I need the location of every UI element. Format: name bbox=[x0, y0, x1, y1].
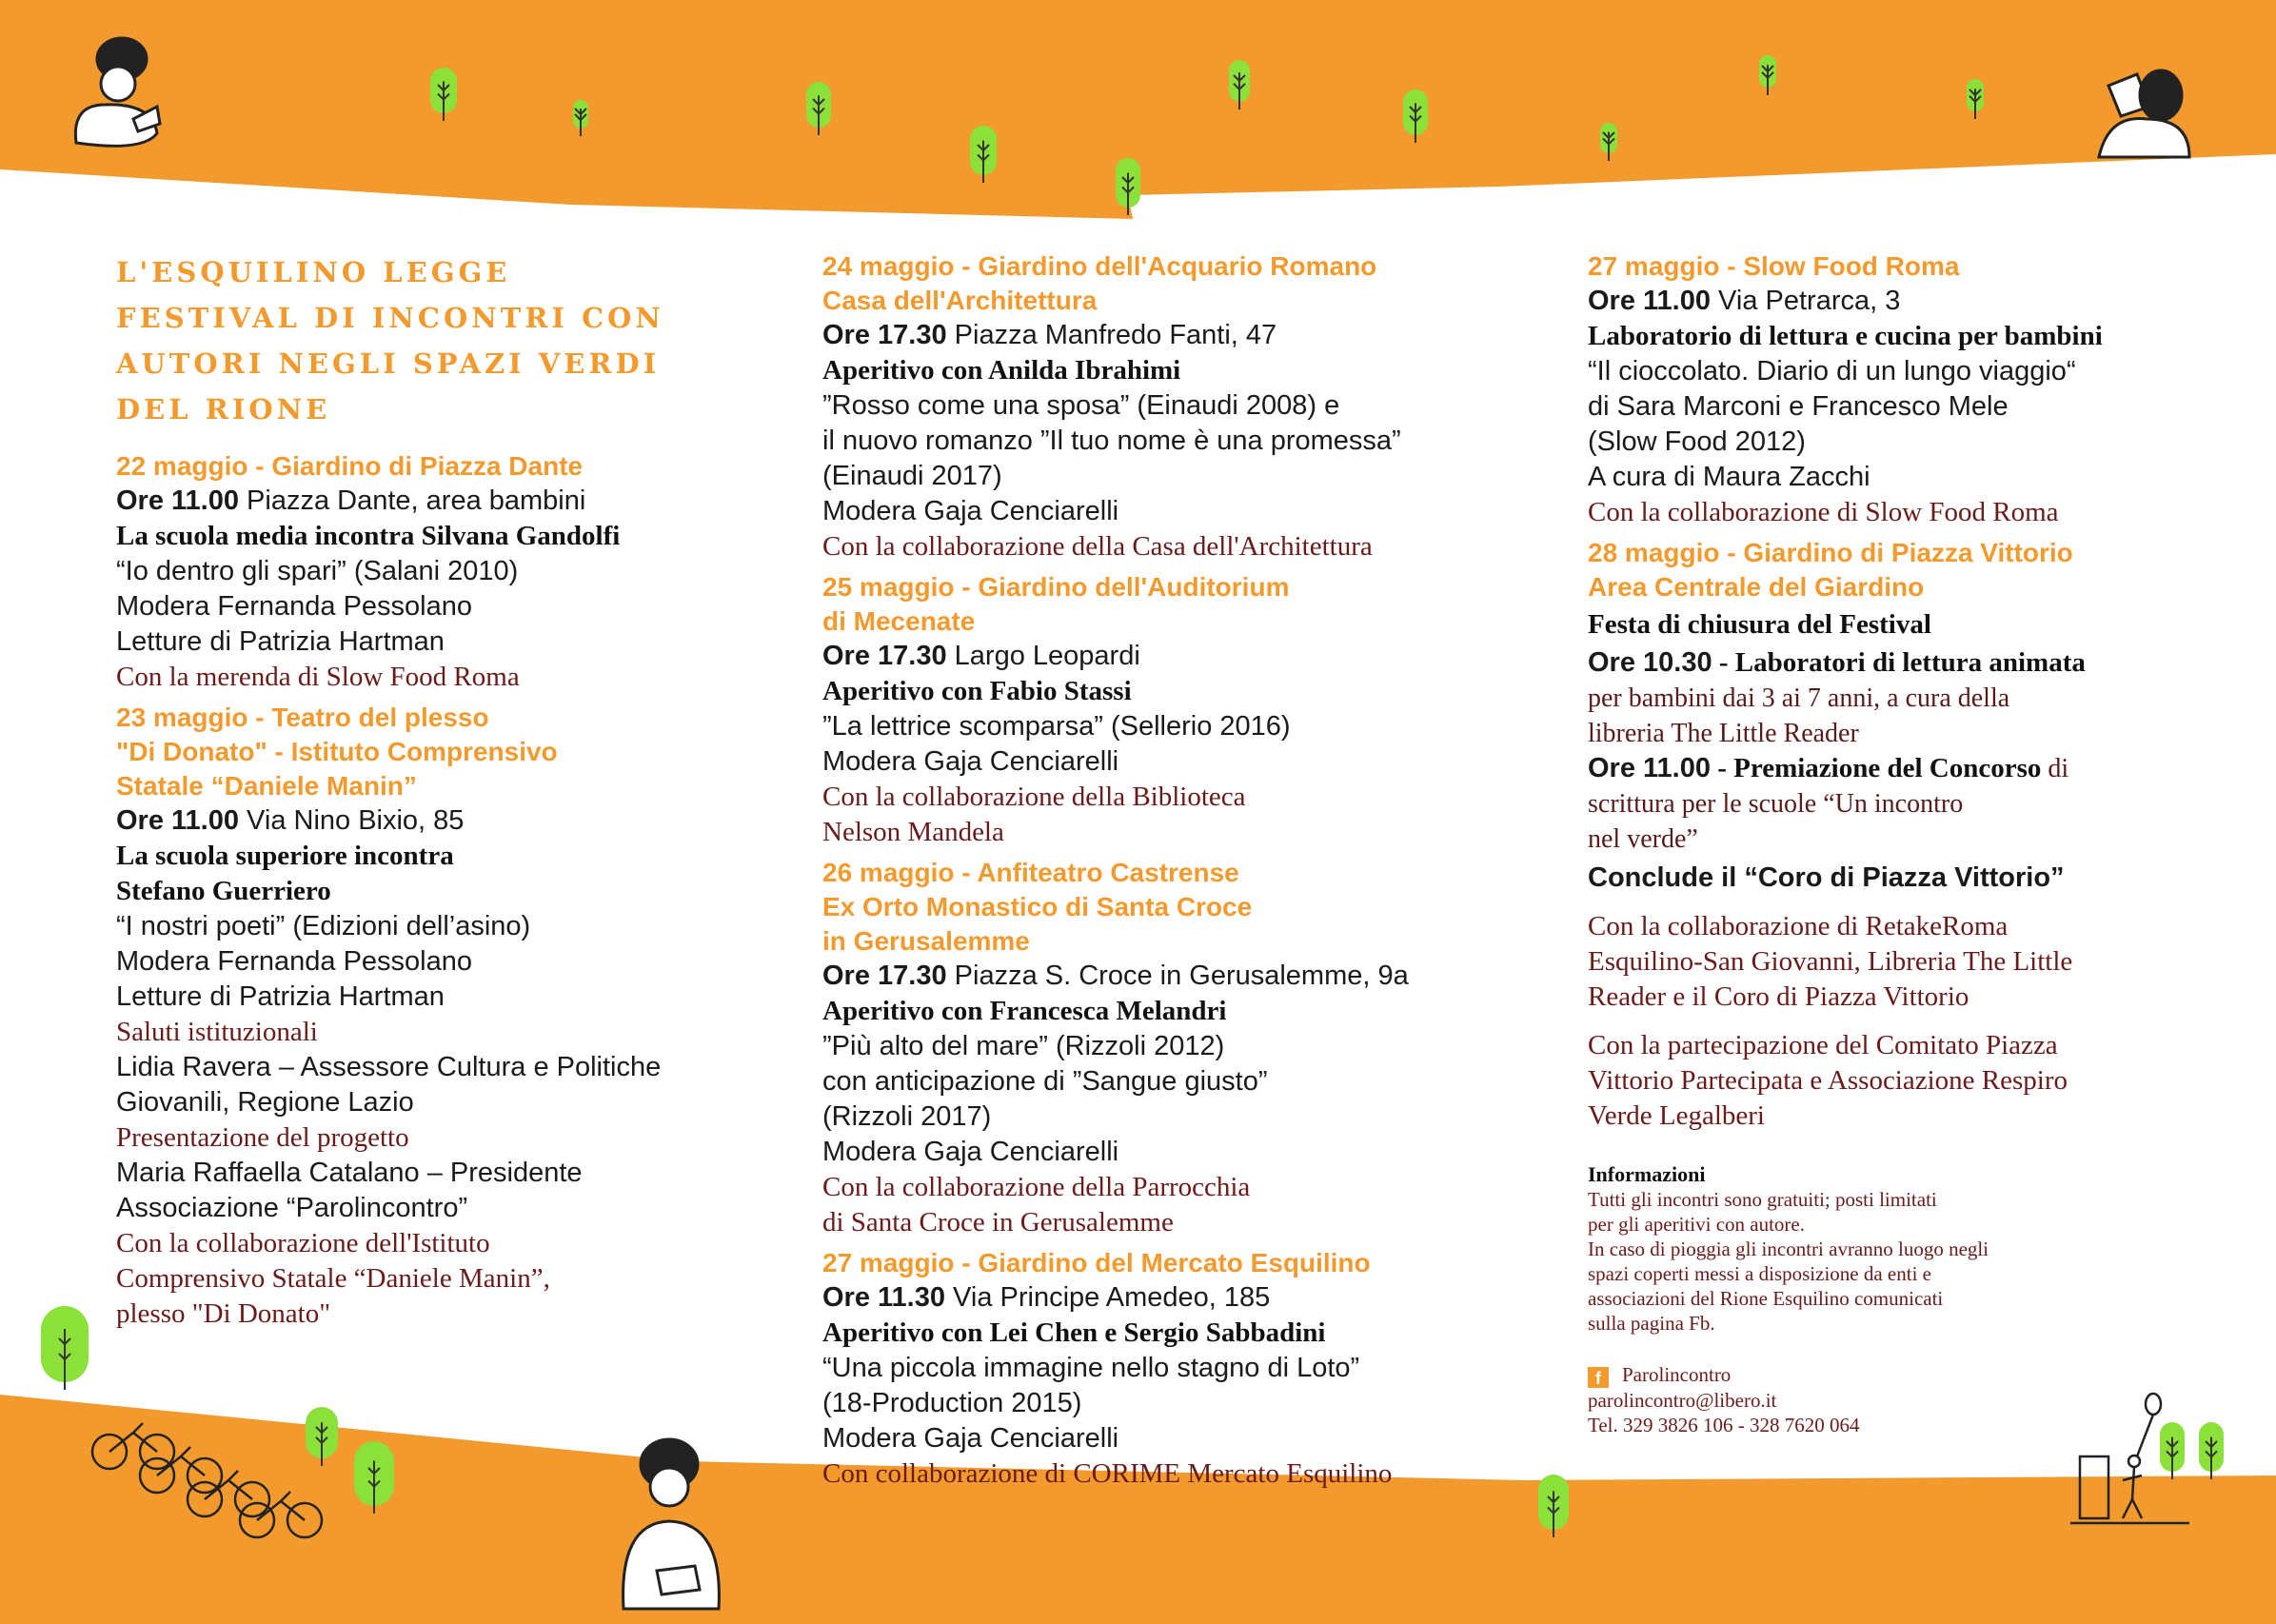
event-time: Ore 11.30 bbox=[822, 1282, 945, 1313]
event-24-maggio bbox=[822, 249, 1479, 564]
event-moderator: Modera Gaja Cenciarelli bbox=[822, 1423, 1119, 1454]
event-note: Reader e il Coro di Piazza Vittorio bbox=[1588, 981, 1969, 1012]
event-heading: "Di Donato" - Istituto Comprensivo bbox=[116, 737, 558, 766]
event-note: Esquilino-San Giovanni, Libreria The Little bbox=[1588, 946, 2073, 977]
event-time: Ore 17.30 bbox=[822, 961, 947, 991]
event-heading: 25 maggio - Giardino dell'Auditorium bbox=[822, 572, 1290, 602]
event-title: La scuola superiore incontra bbox=[116, 841, 454, 871]
event-place: Piazza Dante, area bambini bbox=[239, 485, 586, 516]
event-place: Largo Leopardi bbox=[946, 641, 1140, 671]
festival-title-line: DEL RIONE bbox=[116, 393, 331, 426]
spacer bbox=[1588, 1015, 2178, 1028]
event-28-maggio bbox=[1588, 536, 2178, 1134]
event-book: (Einaudi 2017) bbox=[822, 461, 1002, 491]
event-note: Con la collaborazione della Biblioteca bbox=[822, 782, 1246, 812]
event-person: Giovanili, Regione Lazio bbox=[116, 1087, 414, 1118]
event-time-place bbox=[822, 1280, 1479, 1316]
event-detail: per bambini dai 3 ai 7 anni, a cura della bbox=[1588, 683, 2010, 713]
event-time-place bbox=[822, 318, 1479, 353]
event-detail: di bbox=[2041, 754, 2069, 783]
info-line: Tutti gli incontri sono gratuiti; posti limitati bbox=[1588, 1188, 1937, 1211]
event-book: (Slow Food 2012) bbox=[1588, 426, 1806, 457]
event-book: “Il cioccolato. Diario di un lungo viaggio“ bbox=[1588, 356, 2076, 386]
event-title: Aperitivo con Francesca Melandri bbox=[822, 996, 1227, 1026]
event-note: Con collaborazione di CORIME Mercato Esquilino bbox=[822, 1458, 1393, 1489]
facebook-line[interactable] bbox=[1588, 1362, 2178, 1388]
event-heading: 23 maggio - Teatro del plesso bbox=[116, 703, 489, 732]
event-note: Presentazione del progetto bbox=[116, 1122, 409, 1153]
event-time: Ore 10.30 bbox=[1588, 647, 1712, 678]
event-book: ”Rosso come una sposa” (Einaudi 2008) e bbox=[822, 390, 1340, 421]
facebook-icon: f bbox=[1588, 1367, 1609, 1388]
event-person: Maria Raffaella Catalano – Presidente bbox=[116, 1158, 583, 1188]
event-activity: - Laboratori di lettura animata bbox=[1712, 647, 2086, 678]
event-time: Ore 11.00 bbox=[116, 485, 239, 516]
event-note: Con la collaborazione di RetakeRoma bbox=[1588, 911, 2009, 941]
event-place: Via Nino Bixio, 85 bbox=[239, 805, 465, 836]
event-time-place bbox=[822, 959, 1479, 994]
event-title: La scuola media incontra Silvana Gandolfi bbox=[116, 521, 621, 551]
event-note: Con la collaborazione della Casa dell'Architettura bbox=[822, 531, 1373, 562]
event-note: Con la collaborazione di Slow Food Roma bbox=[1588, 497, 2059, 527]
contact-email[interactable]: parolincontro@libero.it bbox=[1588, 1389, 1777, 1412]
event-detail: scrittura per le scuole “Un incontro bbox=[1588, 789, 1964, 819]
event-moderator: Modera Fernanda Pessolano bbox=[116, 591, 473, 622]
event-book: di Sara Marconi e Francesco Mele bbox=[1588, 391, 2009, 422]
event-heading: 27 maggio - Giardino del Mercato Esquilino bbox=[822, 1248, 1371, 1277]
event-note: Con la merenda di Slow Food Roma bbox=[116, 662, 520, 692]
event-detail: libreria The Little Reader bbox=[1588, 719, 1859, 748]
contact-section bbox=[1588, 1362, 2178, 1437]
event-moderator: Modera Fernanda Pessolano bbox=[116, 946, 473, 977]
info-title: Informazioni bbox=[1588, 1162, 1706, 1186]
event-title: Stefano Guerriero bbox=[116, 876, 331, 906]
contact-phone: Tel. 329 3826 106 - 328 7620 064 bbox=[1588, 1414, 1860, 1436]
event-readings: Letture di Patrizia Hartman bbox=[116, 981, 445, 1012]
festival-title-line: FESTIVAL DI INCONTRI CON bbox=[116, 302, 664, 334]
event-book: “Una piccola immagine nello stagno di Loto” bbox=[822, 1353, 1360, 1383]
event-time: Ore 17.30 bbox=[822, 641, 947, 671]
event-heading: di Mecenate bbox=[822, 606, 976, 636]
event-time: Ore 17.30 bbox=[822, 320, 947, 350]
event-note: Con la collaborazione della Parrocchia bbox=[822, 1172, 1251, 1202]
event-title: Aperitivo con Anilda Ibrahimi bbox=[822, 355, 1181, 386]
event-heading: 28 maggio - Giardino di Piazza Vittorio bbox=[1588, 538, 2073, 567]
column-right bbox=[1588, 249, 2178, 1437]
event-heading: 22 maggio - Giardino di Piazza Dante bbox=[116, 451, 584, 481]
spacer bbox=[1588, 896, 2178, 909]
event-time-place bbox=[822, 639, 1479, 674]
event-note: di Santa Croce in Gerusalemme bbox=[822, 1207, 1174, 1238]
event-book: il nuovo romanzo ”Il tuo nome è una promessa” bbox=[822, 426, 1401, 456]
facebook-name: Parolincontro bbox=[1622, 1363, 1732, 1386]
event-time-place bbox=[116, 803, 725, 839]
event-book: con anticipazione di ”Sangue giusto” bbox=[822, 1066, 1268, 1097]
column-middle bbox=[822, 249, 1479, 1497]
event-place: Via Petrarca, 3 bbox=[1711, 286, 1901, 316]
event-note: Con la collaborazione dell'Istituto bbox=[116, 1228, 490, 1258]
festival-title bbox=[116, 249, 725, 432]
event-activity: - Premiazione del Concorso bbox=[1711, 753, 2042, 783]
event-title: Festa di chiusura del Festival bbox=[1588, 609, 1931, 640]
info-line: associazioni del Rione Esquilino comunicati bbox=[1588, 1287, 1944, 1310]
event-time: Ore 11.00 bbox=[116, 805, 239, 836]
event-closing: Conclude il “Coro di Piazza Vittorio” bbox=[1588, 862, 2065, 893]
event-note: Saluti istituzionali bbox=[116, 1017, 318, 1047]
info-line: spazi coperti messi a disposizione da enti e bbox=[1588, 1262, 1931, 1285]
event-book: (Rizzoli 2017) bbox=[822, 1101, 992, 1132]
event-place: Via Principe Amedeo, 185 bbox=[945, 1282, 1271, 1313]
info-section bbox=[1588, 1162, 2178, 1336]
event-curator: A cura di Maura Zacchi bbox=[1588, 462, 1870, 492]
event-person: Associazione “Parolincontro” bbox=[116, 1193, 468, 1223]
event-23-maggio bbox=[116, 701, 725, 1332]
tree-icon bbox=[41, 1306, 89, 1390]
event-heading: Ex Orto Monastico di Santa Croce bbox=[822, 892, 1253, 921]
event-27-maggio-mercato bbox=[822, 1246, 1479, 1492]
event-title: Aperitivo con Lei Chen e Sergio Sabbadini bbox=[822, 1317, 1326, 1348]
event-27-maggio-slowfood bbox=[1588, 249, 2178, 530]
event-note: Con la partecipazione del Comitato Piazza bbox=[1588, 1030, 2058, 1060]
event-heading: in Gerusalemme bbox=[822, 926, 1030, 956]
event-book: (18-Production 2015) bbox=[822, 1388, 1082, 1418]
event-time-line bbox=[1588, 645, 2178, 681]
info-line: sulla pagina Fb. bbox=[1588, 1312, 1715, 1335]
event-note: Vittorio Partecipata e Associazione Respiro bbox=[1588, 1065, 2068, 1096]
event-place: Piazza Manfredo Fanti, 47 bbox=[946, 320, 1277, 350]
event-book: ”La lettrice scomparsa” (Sellerio 2016) bbox=[822, 711, 1291, 742]
column-left bbox=[116, 249, 725, 1337]
event-25-maggio bbox=[822, 570, 1479, 850]
event-book: ”Più alto del mare” (Rizzoli 2012) bbox=[822, 1031, 1225, 1061]
event-heading: Statale “Daniele Manin” bbox=[116, 771, 417, 801]
event-22-maggio bbox=[116, 449, 725, 695]
event-moderator: Modera Gaja Cenciarelli bbox=[822, 496, 1119, 526]
event-time: Ore 11.00 bbox=[1588, 753, 1711, 783]
event-title: Laboratorio di lettura e cucina per bambini bbox=[1588, 321, 2103, 351]
event-note: plesso "Di Donato" bbox=[116, 1298, 331, 1329]
event-heading: 26 maggio - Anfiteatro Castrense bbox=[822, 858, 1239, 887]
event-readings: Letture di Patrizia Hartman bbox=[116, 626, 445, 657]
event-note: Verde Legalberi bbox=[1588, 1100, 1765, 1131]
event-book: “Io dentro gli spari” (Salani 2010) bbox=[116, 556, 519, 586]
info-line: per gli aperitivi con autore. bbox=[1588, 1213, 1805, 1236]
event-heading: 27 maggio - Slow Food Roma bbox=[1588, 251, 1960, 281]
event-heading: 24 maggio - Giardino dell'Acquario Romano bbox=[822, 251, 1377, 281]
event-moderator: Modera Gaja Cenciarelli bbox=[822, 1137, 1119, 1167]
festival-title-line: AUTORI NEGLI SPAZI VERDI bbox=[116, 347, 661, 380]
event-time: Ore 11.00 bbox=[1588, 286, 1711, 316]
festival-title-line: L'ESQUILINO LEGGE bbox=[116, 256, 511, 288]
info-line: In caso di pioggia gli incontri avranno luogo negli bbox=[1588, 1238, 1989, 1260]
event-note: Nelson Mandela bbox=[822, 817, 1004, 847]
event-title: Aperitivo con Fabio Stassi bbox=[822, 676, 1132, 706]
tree-icon bbox=[2199, 1422, 2224, 1479]
event-moderator: Modera Gaja Cenciarelli bbox=[822, 746, 1119, 777]
event-time-place bbox=[116, 484, 725, 519]
event-place: Piazza S. Croce in Gerusalemme, 9a bbox=[946, 961, 1409, 991]
event-heading: Area Centrale del Giardino bbox=[1588, 572, 1925, 602]
event-time-line bbox=[1588, 751, 2178, 786]
event-detail: nel verde” bbox=[1588, 824, 1698, 854]
event-time-place bbox=[1588, 284, 2178, 319]
event-book: “I nostri poeti” (Edizioni dell’asino) bbox=[116, 911, 531, 941]
event-person: Lidia Ravera – Assessore Cultura e Politiche bbox=[116, 1052, 662, 1082]
event-26-maggio bbox=[822, 856, 1479, 1240]
event-note: Comprensivo Statale “Daniele Manin”, bbox=[116, 1263, 550, 1294]
event-heading: Casa dell'Architettura bbox=[822, 286, 1098, 315]
